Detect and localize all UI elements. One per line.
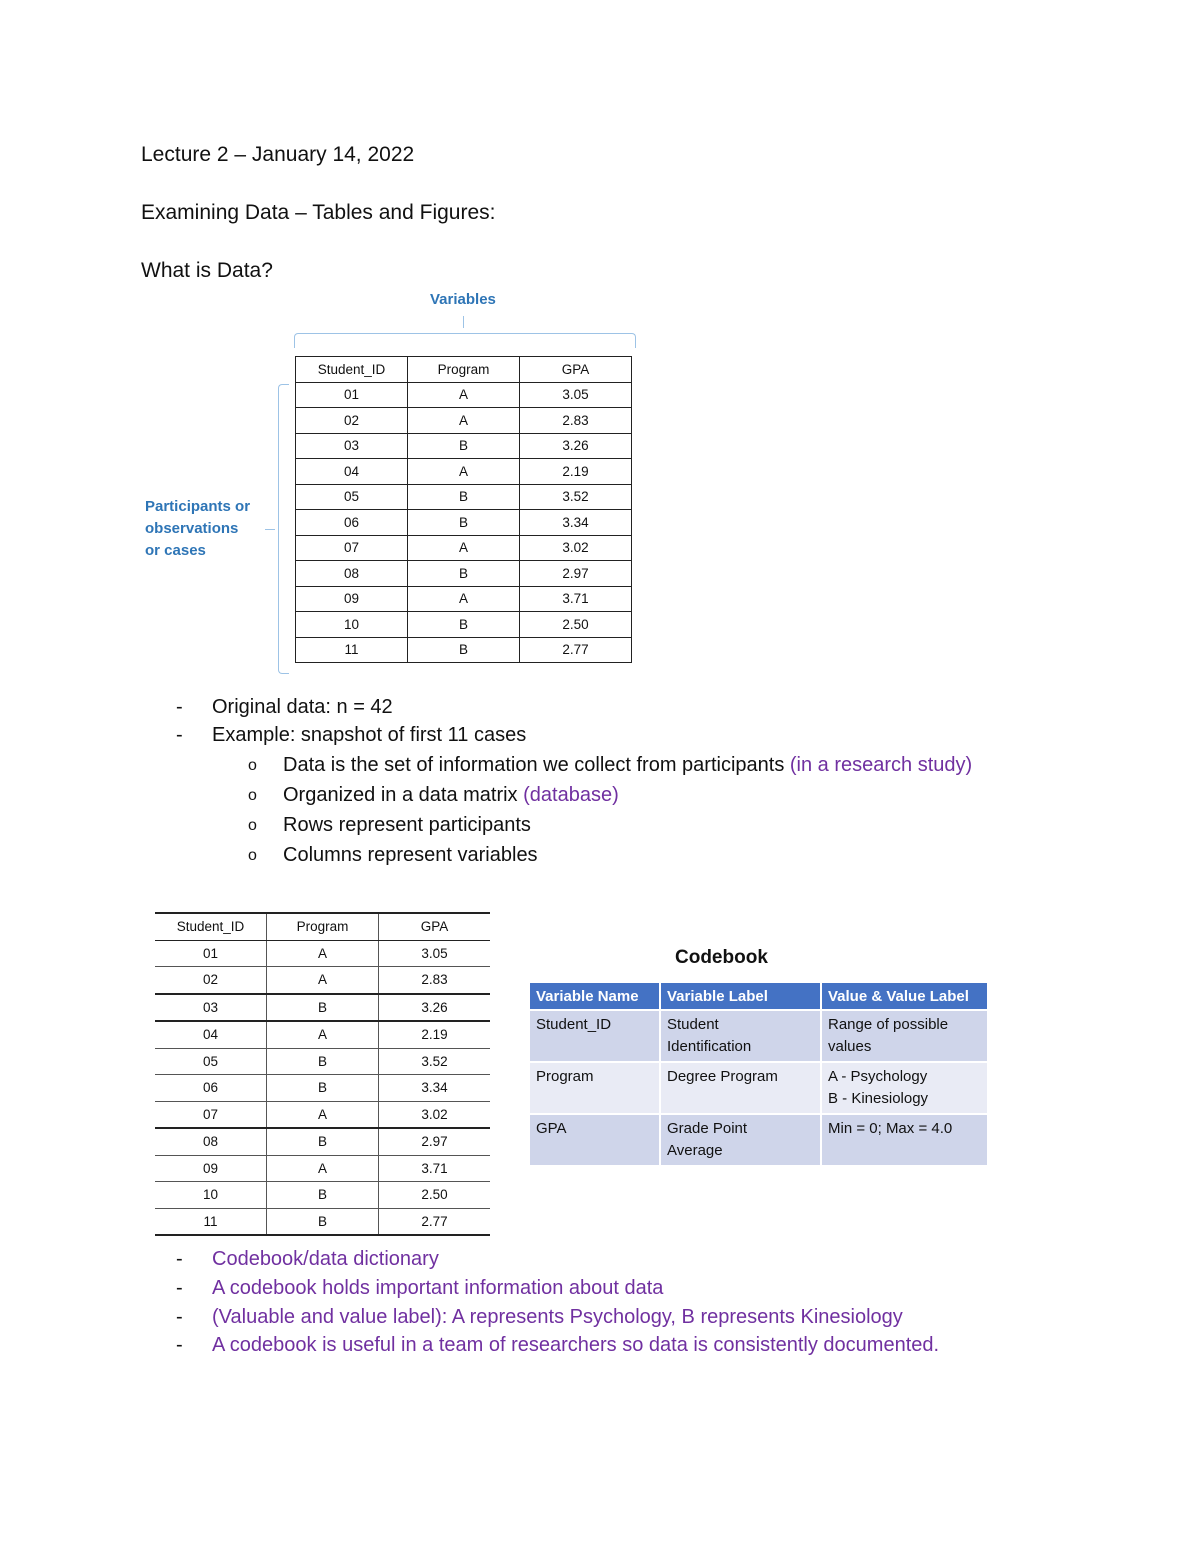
table-cell: 3.34 xyxy=(379,1075,491,1102)
table-cell: 3.71 xyxy=(379,1155,491,1182)
column-header: Program xyxy=(267,913,379,940)
table-cell: 02 xyxy=(296,408,408,434)
table-row xyxy=(296,459,632,485)
table-row xyxy=(296,586,632,612)
codebook-column-header: Value & Value Label xyxy=(822,983,987,1009)
table-cell: 2.83 xyxy=(520,408,632,434)
dash-bullet: - xyxy=(176,1277,183,1299)
table-cell: 3.52 xyxy=(379,1048,491,1075)
table-header-row xyxy=(155,913,490,940)
table-header-row xyxy=(296,357,632,383)
data-table-2 xyxy=(155,912,490,1236)
participants-label-line: or cases xyxy=(145,542,206,559)
codebook-line: B - Kinesiology xyxy=(828,1090,929,1107)
circle-bullet: o xyxy=(248,817,257,834)
bullet-item: Codebook/data dictionary xyxy=(212,1248,439,1270)
table-cell: B xyxy=(267,1048,379,1075)
table-cell: A xyxy=(408,586,520,612)
codebook-row xyxy=(530,1115,987,1165)
codebook-cell: Student_ID xyxy=(530,1011,659,1061)
codebook-cell xyxy=(822,1115,987,1165)
table-cell: 2.19 xyxy=(520,459,632,485)
table-row xyxy=(296,637,632,663)
circle-bullet: o xyxy=(248,787,257,804)
sub-bullet-text: Organized in a data matrix xyxy=(283,784,524,806)
codebook-cell xyxy=(661,1115,820,1165)
table-cell: 3.05 xyxy=(520,382,632,408)
codebook-table xyxy=(528,981,989,1167)
table-row xyxy=(296,484,632,510)
table-cell: B xyxy=(408,433,520,459)
codebook-line: Min = 0; Max = 4.0 xyxy=(828,1120,953,1137)
table-row xyxy=(155,967,490,994)
bullet-item: (Valuable and value label): A represents Psychology, B represents Kinesiology xyxy=(212,1306,903,1328)
participants-pointer xyxy=(265,529,275,530)
table-cell: 3.71 xyxy=(520,586,632,612)
lecture-title: Lecture 2 – January 14, 2022 xyxy=(141,143,415,166)
codebook-header-row xyxy=(530,983,987,1009)
participants-label-line: observations xyxy=(145,520,239,537)
codebook-row xyxy=(530,1011,987,1061)
table-cell: 2.50 xyxy=(379,1182,491,1209)
codebook-cell xyxy=(822,1063,987,1113)
circle-bullet: o xyxy=(248,757,257,774)
table-row xyxy=(296,382,632,408)
table-cell: 09 xyxy=(155,1155,267,1182)
codebook-line: Identification xyxy=(667,1038,752,1055)
table-row xyxy=(155,994,490,1022)
sub-bullet-note: (database) xyxy=(523,784,619,806)
table-cell: B xyxy=(267,994,379,1022)
table-cell: 06 xyxy=(296,510,408,536)
codebook-line: A - Psychology xyxy=(828,1068,928,1085)
codebook-cell: GPA xyxy=(530,1115,659,1165)
codebook-title: Codebook xyxy=(675,947,768,968)
question-heading: What is Data? xyxy=(141,259,273,282)
table-cell: 3.52 xyxy=(520,484,632,510)
table-cell: 2.77 xyxy=(520,637,632,663)
table-cell: B xyxy=(408,484,520,510)
bullet-item: A codebook is useful in a team of researchers so data is consistently documented. xyxy=(212,1334,940,1356)
table-cell: 03 xyxy=(296,433,408,459)
codebook-cell xyxy=(661,1011,820,1061)
participants-bracket xyxy=(278,384,289,674)
table-cell: B xyxy=(267,1182,379,1209)
table-cell: B xyxy=(408,561,520,587)
table-row xyxy=(296,433,632,459)
dash-bullet: - xyxy=(176,724,183,746)
codebook-line: Grade Point xyxy=(667,1120,748,1137)
column-header: Student_ID xyxy=(296,357,408,383)
table-cell: 3.02 xyxy=(520,535,632,561)
table-cell: 06 xyxy=(155,1075,267,1102)
dash-bullet: - xyxy=(176,696,183,718)
table-row xyxy=(155,1021,490,1048)
table-cell: 2.97 xyxy=(520,561,632,587)
table-cell: 09 xyxy=(296,586,408,612)
table-cell: 10 xyxy=(296,612,408,638)
table-cell: 3.26 xyxy=(379,994,491,1022)
sub-bullet-item xyxy=(283,844,538,867)
table-cell: 10 xyxy=(155,1182,267,1209)
table-cell: B xyxy=(408,510,520,536)
table-cell: A xyxy=(267,1155,379,1182)
codebook-line: Degree Program xyxy=(667,1068,778,1085)
table-cell: 04 xyxy=(296,459,408,485)
table-cell: A xyxy=(408,535,520,561)
sub-bullet-note: (in a research study) xyxy=(789,754,973,776)
table-cell: 05 xyxy=(155,1048,267,1075)
table-cell: B xyxy=(267,1075,379,1102)
table-cell: B xyxy=(267,1208,379,1235)
table-cell: B xyxy=(408,612,520,638)
table-row xyxy=(296,561,632,587)
section-title: Examining Data – Tables and Figures: xyxy=(141,201,496,224)
table-row xyxy=(155,1048,490,1075)
table-cell: 2.50 xyxy=(520,612,632,638)
table-row xyxy=(296,535,632,561)
table-row xyxy=(155,1182,490,1209)
table-cell: 01 xyxy=(155,940,267,967)
table-row xyxy=(155,1155,490,1182)
codebook-row xyxy=(530,1063,987,1113)
column-header: Student_ID xyxy=(155,913,267,940)
data-table-1 xyxy=(295,356,632,663)
table-cell: B xyxy=(408,637,520,663)
table-cell: 2.19 xyxy=(379,1021,491,1048)
table-row xyxy=(296,612,632,638)
bullet-item: Example: snapshot of first 11 cases xyxy=(212,724,527,746)
table-cell: A xyxy=(408,382,520,408)
sub-bullet-text: Columns represent variables xyxy=(283,844,538,866)
sub-bullet-text: Data is the set of information we collect from participants xyxy=(283,754,790,776)
participants-label-line: Participants or xyxy=(145,498,251,515)
table-cell: 2.77 xyxy=(379,1208,491,1235)
codebook-column-header: Variable Name xyxy=(530,983,659,1009)
sub-bullet-text: Rows represent participants xyxy=(283,814,531,836)
bullet-item: A codebook holds important information about data xyxy=(212,1277,664,1299)
table-cell: A xyxy=(267,1101,379,1128)
table-cell: 01 xyxy=(296,382,408,408)
variables-pointer xyxy=(463,316,464,328)
column-header: Program xyxy=(408,357,520,383)
codebook-line: Range of possible xyxy=(828,1016,949,1033)
sub-bullet-item xyxy=(283,754,972,777)
table-cell: 3.34 xyxy=(520,510,632,536)
variables-bracket xyxy=(294,333,636,348)
table-row xyxy=(155,1075,490,1102)
table-cell: 11 xyxy=(155,1208,267,1235)
table-cell: 08 xyxy=(296,561,408,587)
table-row xyxy=(296,510,632,536)
table-cell: 04 xyxy=(155,1021,267,1048)
codebook-column-header: Variable Label xyxy=(661,983,820,1009)
table-cell: A xyxy=(267,1021,379,1048)
table-cell: 08 xyxy=(155,1128,267,1155)
bullet-item: Original data: n = 42 xyxy=(212,696,393,718)
table-cell: 2.83 xyxy=(379,967,491,994)
column-header: GPA xyxy=(379,913,491,940)
table-cell: 3.05 xyxy=(379,940,491,967)
codebook-line: Student xyxy=(667,1016,719,1033)
circle-bullet: o xyxy=(248,847,257,864)
participants-label xyxy=(145,496,250,562)
table-row xyxy=(155,940,490,967)
dash-bullet: - xyxy=(176,1248,183,1270)
codebook-line: Average xyxy=(667,1142,723,1159)
table-cell: A xyxy=(267,940,379,967)
table-row xyxy=(296,408,632,434)
table-cell: A xyxy=(267,967,379,994)
table-row xyxy=(155,1101,490,1128)
table-cell: A xyxy=(408,459,520,485)
variables-label: Variables xyxy=(430,291,496,308)
dash-bullet: - xyxy=(176,1306,183,1328)
codebook-cell: Program xyxy=(530,1063,659,1113)
table-row xyxy=(155,1128,490,1155)
column-header: GPA xyxy=(520,357,632,383)
table-cell: 2.97 xyxy=(379,1128,491,1155)
sub-bullet-item xyxy=(283,814,531,837)
table-cell: 05 xyxy=(296,484,408,510)
table-cell: A xyxy=(408,408,520,434)
sub-bullet-item xyxy=(283,784,619,807)
table-cell: 07 xyxy=(155,1101,267,1128)
table-cell: 02 xyxy=(155,967,267,994)
dash-bullet: - xyxy=(176,1334,183,1356)
table-cell: 07 xyxy=(296,535,408,561)
codebook-cell xyxy=(822,1011,987,1061)
codebook-line: values xyxy=(828,1038,872,1055)
table-cell: 03 xyxy=(155,994,267,1022)
table-cell: 3.02 xyxy=(379,1101,491,1128)
table-row xyxy=(155,1208,490,1235)
table-cell: B xyxy=(267,1128,379,1155)
codebook-cell xyxy=(661,1063,820,1113)
table-cell: 11 xyxy=(296,637,408,663)
table-cell: 3.26 xyxy=(520,433,632,459)
